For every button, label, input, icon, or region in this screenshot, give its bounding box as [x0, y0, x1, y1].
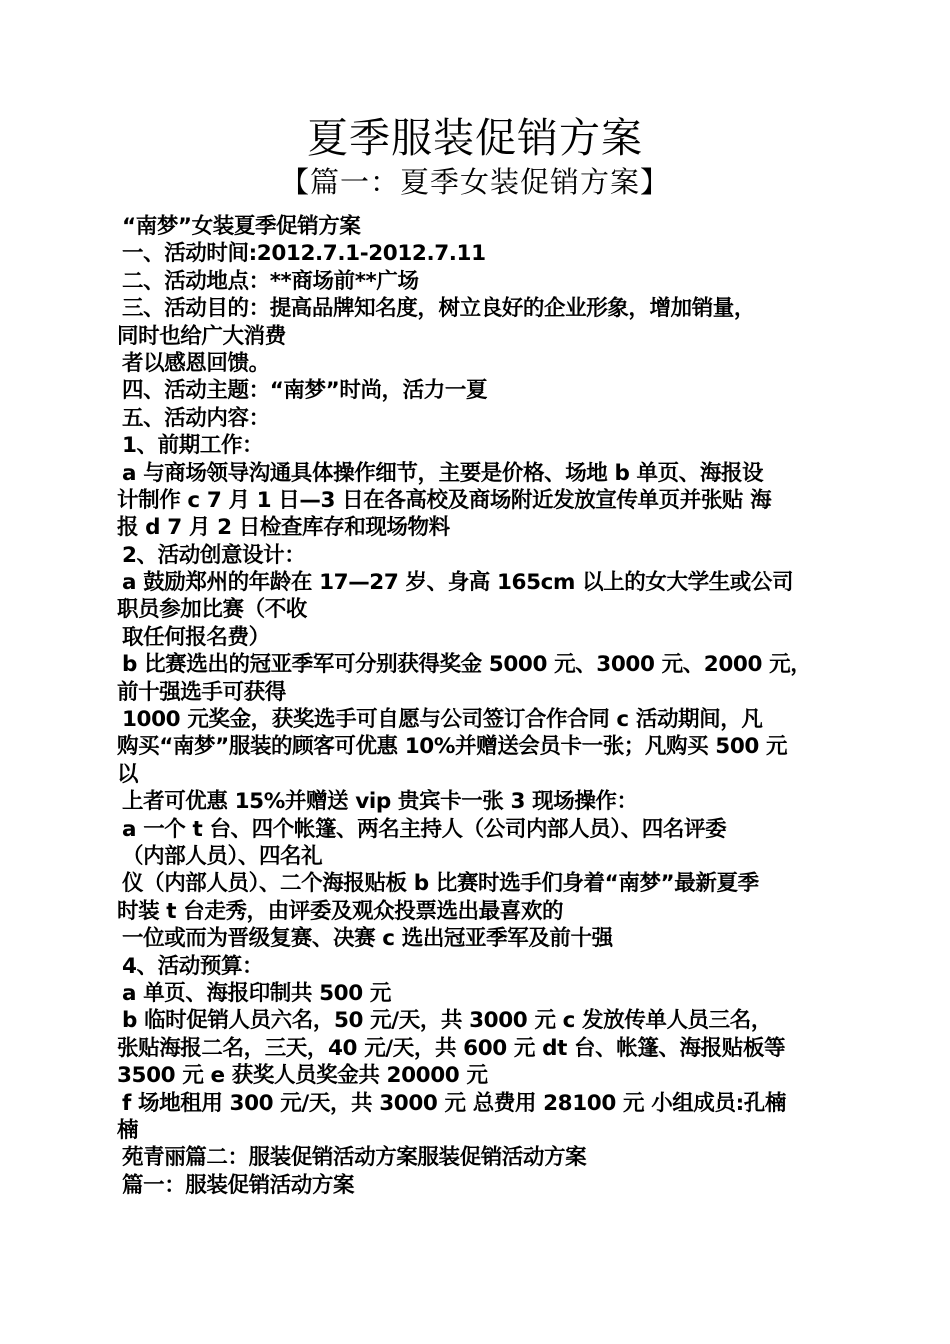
text-line: 报 d 7 月 2 日检查库存和现场物料	[117, 515, 450, 541]
text-line: 4、活动预算：	[122, 953, 264, 979]
text-line: 1000 元奖金，获奖选手可自愿与公司签订合作合同 c 活动期间，凡	[122, 707, 763, 733]
text-line: 前十强选手可获得	[117, 679, 286, 705]
text-line: 张贴海报二名，三天，40 元/天，共 600 元 dt 台、帐篷、海报贴板等	[117, 1035, 786, 1061]
text-line: a 一个 t 台、四个帐篷、两名主持人（公司内部人员）、四名评委	[122, 816, 727, 842]
text-line: 楠	[117, 1117, 139, 1143]
text-line: （内部人员）、四名礼	[122, 843, 323, 869]
text-line: b 比赛选出的冠亚季军可分别获得奖金 5000 元、3000 元、2000 元，	[122, 652, 812, 678]
document-body	[117, 213, 839, 1199]
text-line: 四、活动主题：“南梦”时尚，活力一夏	[122, 378, 488, 404]
text-line: b 临时促销人员六名，50 元/天，共 3000 元 c 发放传单人员三名，	[122, 1008, 772, 1034]
document-title: 夏季服装促销方案	[307, 114, 643, 162]
text-line: 取任何报名费）	[122, 624, 270, 650]
text-line: 五、活动内容：	[122, 405, 270, 431]
text-line: a 与商场领导沟通具体操作细节，主要是价格、场地 b 单页、海报设	[122, 460, 764, 486]
text-line: 3500 元 e 获奖人员奖金共 20000 元	[117, 1063, 488, 1089]
text-line: 二、活动地点：**商场前**广场	[122, 268, 419, 294]
text-line: “南梦”女装夏季促销方案	[122, 214, 361, 239]
text-line: 一位或而为晋级复赛、决赛 c 选出冠亚季军及前十强	[122, 926, 613, 952]
text-line: 计制作 c 7 月 1 日—3 日在各高校及商场附近发放宣传单页并张贴 海	[117, 487, 772, 513]
text-line: 购买“南梦”服装的顾客可优惠 10%并赠送会员卡一张；凡购买 500 元	[117, 734, 788, 760]
text-line: a 鼓励郑州的年龄在 17—27 岁、身高 165cm 以上的女大学生或公司	[122, 570, 794, 596]
text-line: 一、活动时间:2012.7.1-2012.7.11	[122, 241, 486, 267]
text-line: 仪（内部人员）、二个海报贴板 b 比赛时选手们身着“南梦”最新夏季	[122, 871, 759, 897]
text-line: 者以感恩回馈。	[122, 350, 270, 376]
text-line: 篇一：服装促销活动方案	[122, 1172, 355, 1198]
text-line: 时装 t 台走秀，由评委及观众投票选出最喜欢的	[117, 898, 564, 924]
text-line: 2、活动创意设计：	[122, 542, 306, 568]
text-line: f 场地租用 300 元/天，共 3000 元 总费用 28100 元 小组成员:孔楠	[122, 1090, 786, 1116]
text-line: 三、活动目的：提高品牌知名度，树立良好的企业形象，增加销量，	[122, 296, 756, 322]
text-line: 1、前期工作：	[122, 433, 264, 459]
text-line: 同时也给广大消费	[117, 323, 286, 349]
text-line: 苑青丽篇二：服装促销活动方案服装促销活动方案	[122, 1145, 587, 1171]
text-line: a 单页、海报印制共 500 元	[122, 980, 391, 1006]
text-line: 以	[117, 761, 139, 787]
document-subtitle: 【篇一：夏季女装促销方案】	[279, 165, 670, 199]
text-line: 职员参加比赛（不收	[117, 597, 307, 623]
text-line: 上者可优惠 15%并赠送 vip 贵宾卡一张 3 现场操作：	[122, 789, 638, 815]
